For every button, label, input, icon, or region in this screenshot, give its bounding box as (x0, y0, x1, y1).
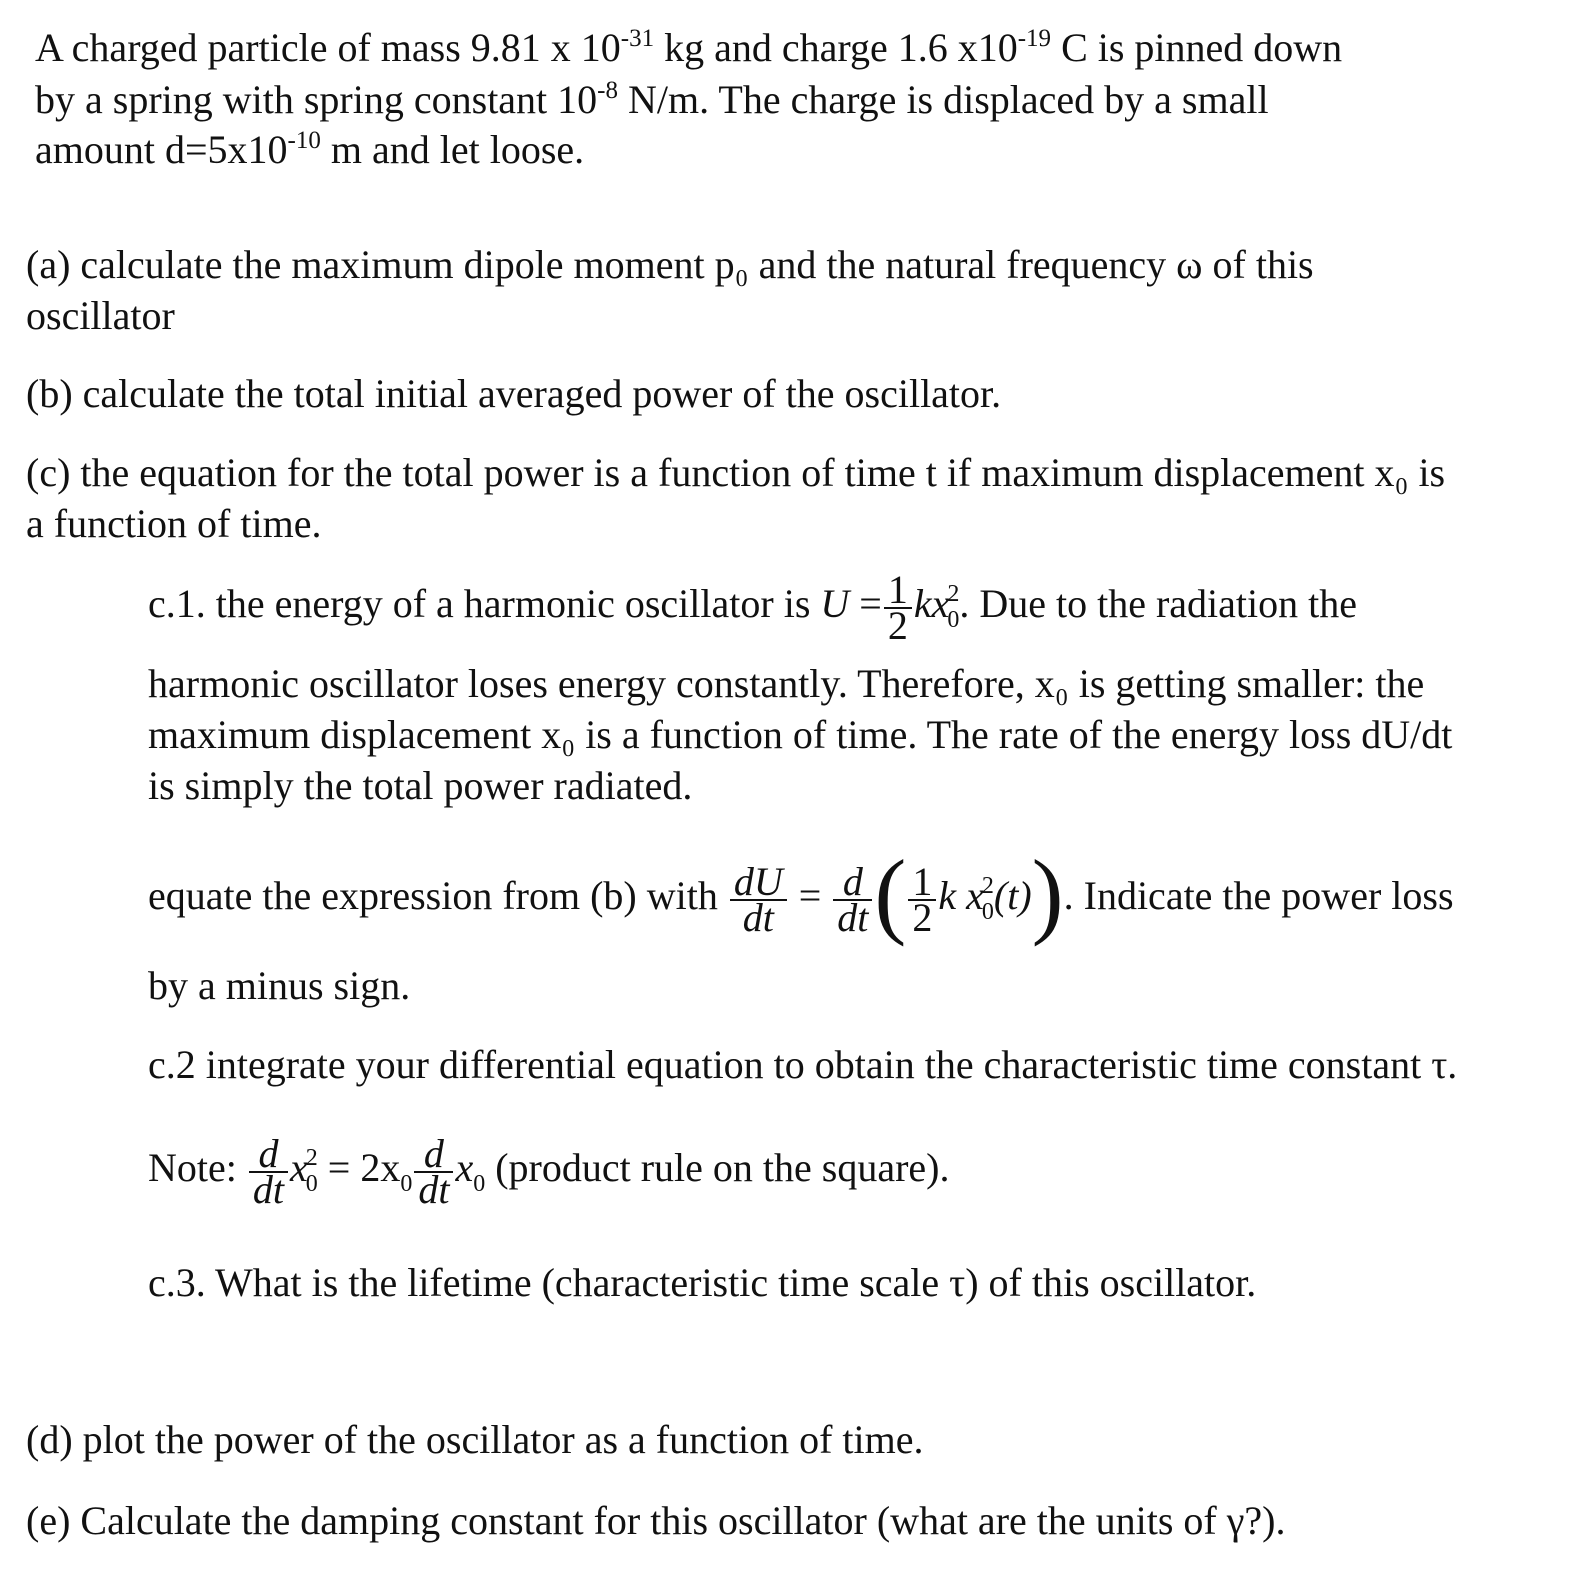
dU-dt-fraction: $\frac{dU}{dt}$ (730, 865, 787, 935)
note-line: Note: $\frac{d}{dt}$ $x^2_0 = 2x_0$ $\frac{d}{dt}$ $x_0$ (product rule on the square). (148, 1130, 950, 1212)
part-a-line-1: (a) calculate the maximum dipole moment p₀ and the natural frequency ω of this (26, 242, 1314, 287)
half-fraction: $\frac{1}{2}$ (884, 573, 912, 643)
intro-line-2: by a spring with spring constant $10^{-8}$ N/m. The charge is displaced by a small (35, 77, 1269, 122)
c1-line-1: c.1. the energy of a harmonic oscillator is U = $\frac{1}{2}$ $kx^2_0$. Due to the radiation the (148, 566, 1358, 648)
intro-line-3: amount $d=5x10^{-10}$ m and let loose. (35, 127, 585, 172)
part-c-line-1: (c) the equation for the total power is a function of time t if maximum displacement x₀ is (26, 450, 1446, 495)
note-d-dt-fraction-1: $\frac{d}{dt}$ (249, 1137, 288, 1207)
part-a-line-2: oscillator (26, 293, 175, 338)
c2-line-1: c.2 integrate your differential equation to obtain the characteristic time constant τ. (148, 1042, 1458, 1087)
c3-line-1: c.3. What is the lifetime (characteristic time scale τ) of this oscillator. (148, 1260, 1257, 1305)
c1-line-3: maximum displacement x₀ is a function of time. The rate of the energy loss dU/dt (148, 712, 1453, 757)
intro-line-1: A charged particle of mass 9.81 x $10^{-31}$ kg and charge 1.6 $x10^{-19}$ C is pinned down (35, 25, 1343, 70)
part-b-line-1: (b) calculate the total initial averaged power of the oscillator. (26, 371, 1002, 416)
part-e-line-1: (e) Calculate the damping constant for this oscillator (what are the units of γ?). (26, 1498, 1286, 1543)
equate-line-2: by a minus sign. (148, 963, 411, 1008)
d-dt-fraction: $\frac{d}{dt}$ (833, 865, 872, 935)
equate-line-1: equate the expression from (b) with $\frac{dU}{dt}$ = $\frac{d}{dt}$ ( $\frac{1}{2}$ k $x^2_0(t)$). Indicate the power loss (148, 839, 1454, 947)
part-d-line-1: (d) plot the power of the oscillator as a function of time. (26, 1417, 924, 1462)
part-c-line-2: a function of time. (26, 501, 322, 546)
c1-line-2: harmonic oscillator loses energy constantly. Therefore, x₀ is getting smaller: the (148, 661, 1425, 706)
note-d-dt-fraction-2: $\frac{d}{dt}$ (414, 1137, 453, 1207)
half-fraction-2: $\frac{1}{2}$ (908, 865, 936, 935)
c1-line-4: is simply the total power radiated. (148, 763, 693, 808)
